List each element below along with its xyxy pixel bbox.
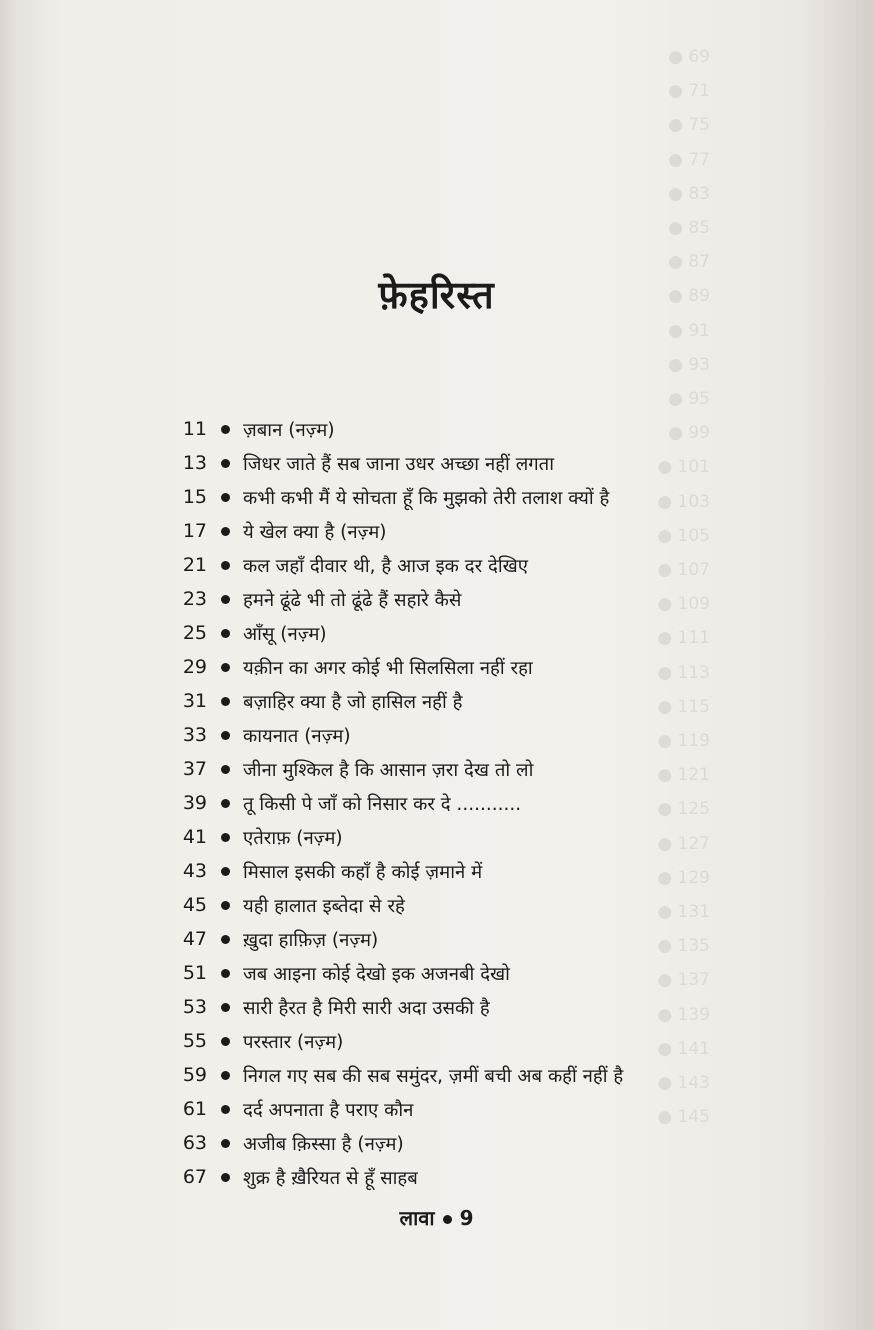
toc-page-number: 15 [182, 486, 207, 508]
toc-entry-title: शुक्र है ख़ैरियत से हूँ साहब [243, 1167, 418, 1189]
toc-page-number: 53 [182, 996, 207, 1018]
toc-entry-title: जिधर जाते हैं सब जाना उधर अच्छा नहीं लगता [243, 453, 555, 475]
reverse-page-show-through: ● 69 ● 71 ● 75 ● 77 ● 83 ● 85 ● 87 ● 89 ● 91 ● 93 ● 95 ● 99 ● 101 ● 103 ● 105 ● 107 ● 109 ● 111 ● 113 ● 115 ● 119 ● 121 ● 125 ● 127 ● 129 ● 131 ● 135 ● 137 ● 139 ● 141 ● 143 ● 145 [657, 47, 710, 1128]
table-of-contents [160, 412, 720, 1194]
bullet-icon [221, 629, 230, 638]
toc-entry-title: ये खेल क्या है (नज़्म) [243, 521, 387, 543]
bullet-icon [221, 833, 230, 842]
toc-entry [160, 480, 720, 514]
toc-entry [160, 752, 720, 786]
toc-page-number: 67 [182, 1166, 207, 1188]
toc-entry [160, 650, 720, 684]
toc-entry [160, 786, 720, 820]
toc-entry [160, 922, 720, 956]
toc-page-number: 23 [182, 588, 207, 610]
toc-page-number: 45 [182, 894, 207, 916]
bullet-icon [221, 697, 230, 706]
toc-entry [160, 1058, 720, 1092]
bullet-icon [221, 1105, 230, 1114]
toc-entry-title: निगल गए सब की सब समुंदर, ज़मीं बची अब कहीं नहीं है [243, 1065, 624, 1087]
toc-entry [160, 514, 720, 548]
bullet-icon [221, 663, 230, 672]
toc-entry [160, 616, 720, 650]
toc-entry-title: कायनात (नज़्म) [243, 725, 351, 747]
bullet-icon [221, 1071, 230, 1080]
toc-entry-title: एतेराफ़ (नज़्म) [243, 827, 343, 849]
toc-entry-title: सारी हैरत है मिरी सारी अदा उसकी है [243, 997, 490, 1019]
toc-entry [160, 582, 720, 616]
toc-entry-title: दर्द अपनाता है पराए कौन [243, 1099, 414, 1121]
toc-entry [160, 1126, 720, 1160]
toc-page-number: 63 [182, 1132, 207, 1154]
toc-page-number: 25 [182, 622, 207, 644]
toc-page-number: 51 [182, 962, 207, 984]
page-number: 9 [459, 1206, 474, 1230]
toc-entry-title: कल जहाँ दीवार थी, है आज इक दर देखिए [243, 555, 529, 577]
toc-entry-title: ज़बान (नज़्म) [243, 419, 335, 441]
toc-entry [160, 446, 720, 480]
page-title: फ़ेहरिस्त [378, 273, 495, 317]
toc-page-number: 41 [182, 826, 207, 848]
toc-page-number: 21 [182, 554, 207, 576]
toc-page-number: 61 [182, 1098, 207, 1120]
bullet-icon [221, 799, 230, 808]
toc-entry [160, 820, 720, 854]
toc-page-number: 55 [182, 1030, 207, 1052]
toc-entry-title: परस्तार (नज़्म) [243, 1031, 344, 1053]
toc-page-number: 39 [182, 792, 207, 814]
toc-entry-title: तू किसी पे जाँ को निसार कर दे ........... [243, 793, 522, 815]
toc-page-number: 17 [182, 520, 207, 542]
toc-entry-title: आँसू (नज़्म) [243, 623, 327, 645]
toc-page-number: 43 [182, 860, 207, 882]
bullet-icon [221, 969, 230, 978]
toc-entry [160, 1024, 720, 1058]
bullet-icon [221, 1003, 230, 1012]
toc-page-number: 37 [182, 758, 207, 780]
bullet-icon [221, 425, 230, 434]
toc-entry-title: यक़ीन का अगर कोई भी सिलसिला नहीं रहा [243, 657, 533, 679]
toc-page-number: 13 [182, 452, 207, 474]
toc-page-number: 31 [182, 690, 207, 712]
bullet-icon [221, 935, 230, 944]
toc-entry [160, 548, 720, 582]
toc-page-number: 11 [182, 418, 207, 440]
bullet-icon [221, 731, 230, 740]
book-name: लावा [399, 1206, 435, 1230]
toc-entry [160, 412, 720, 446]
toc-page-number: 59 [182, 1064, 207, 1086]
toc-entry-title: कभी कभी मैं ये सोचता हूँ कि मुझको तेरी तलाश क्यों है [243, 487, 610, 509]
toc-entry [160, 854, 720, 888]
bullet-icon [221, 1173, 230, 1182]
toc-entry-title: अजीब क़िस्सा है (नज़्म) [243, 1133, 404, 1155]
toc-page-number: 47 [182, 928, 207, 950]
bullet-icon [221, 1037, 230, 1046]
toc-entry-title: जीना मुश्किल है कि आसान ज़रा देख तो लो [243, 759, 534, 781]
bullet-icon [221, 765, 230, 774]
toc-entry-title: हमने ढूंढे भी तो ढूंढे हैं सहारे कैसे [243, 589, 462, 611]
toc-entry-title: ख़ुदा हाफ़िज़ (नज़्म) [243, 929, 379, 951]
bullet-icon [443, 1215, 452, 1224]
page-footer [0, 1204, 873, 1231]
toc-entry-title: जब आइना कोई देखो इक अजनबी देखो [243, 963, 510, 985]
toc-entry [160, 1092, 720, 1126]
bullet-icon [221, 867, 230, 876]
bullet-icon [221, 561, 230, 570]
toc-entry [160, 990, 720, 1024]
toc-entry [160, 888, 720, 922]
bullet-icon [221, 1139, 230, 1148]
bullet-icon [221, 459, 230, 468]
toc-entry-title: बज़ाहिर क्या है जो हासिल नहीं है [243, 691, 463, 713]
toc-entry-title: यही हालात इब्तेदा से रहे [243, 895, 405, 917]
bullet-icon [221, 527, 230, 536]
toc-entry [160, 956, 720, 990]
toc-entry [160, 718, 720, 752]
bullet-icon [221, 595, 230, 604]
toc-entry-title: मिसाल इसकी कहाँ है कोई ज़माने में [243, 861, 483, 883]
toc-entry [160, 1160, 720, 1194]
toc-page-number: 33 [182, 724, 207, 746]
toc-entry [160, 684, 720, 718]
bullet-icon [221, 493, 230, 502]
toc-page-number: 29 [182, 656, 207, 678]
bullet-icon [221, 901, 230, 910]
